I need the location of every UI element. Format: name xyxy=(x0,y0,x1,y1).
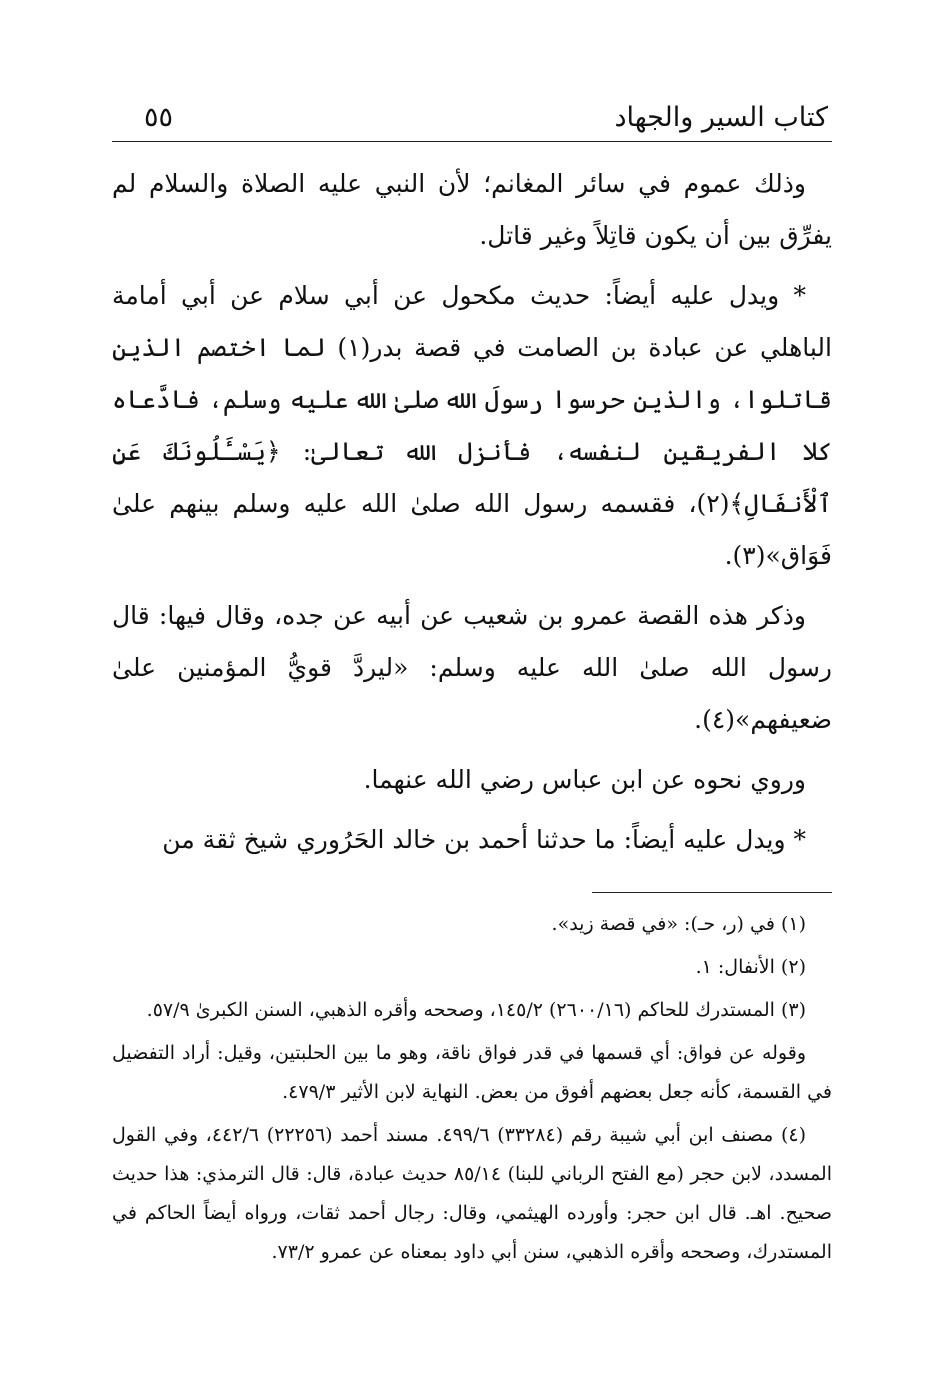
paragraph-4: وروي نحوه عن ابن عباس رضي الله عنهما. xyxy=(363,765,806,794)
paragraph-1: وذلك عموم في سائر المغانم؛ لأن النبي عليه الصلاة والسلام لم يفرِّق بين أن يكون قاتِلاً وغير قاتل. xyxy=(112,169,832,250)
page-number: ٥٥ xyxy=(144,102,174,133)
book-page xyxy=(112,90,832,1276)
main-text xyxy=(112,158,832,866)
footnote-3-note: وقوله عن فواق: أي قسمها في قدر فواق ناقة، وهو ما بين الحلبتين، وقيل: أراد التفضيل في القسمة، كأنه جعل بعضهم أفوق من بعض. النهاية لابن الأثير ٤٧٩/٣. xyxy=(112,1042,832,1103)
footnotes xyxy=(112,905,832,1272)
footnote-4: (٤) مصنف ابن أبي شيبة رقم (٣٣٢٨٤) ٤٩٩/٦. مسند أحمد (٢٢٢٥٦) ٤٤٢/٦، وفي القول المسدد، لابن حجر (مع الفتح الرباني للبنا) ٨٥/١٤ حديث عبادة، قال: قال الترمذي: هذا حديث صحيح. اهـ. قال ابن حجر: وأورده الهيثمي، وقال: رجال أحمد ثقات، ورواه أيضاً الحاكم في المستدرك، وصححه وأقره الذهبي، سنن أبي داود بمعناه عن عمرو ٧٣/٢. xyxy=(112,1124,833,1263)
running-header xyxy=(112,90,832,142)
footnote-3: (٣) المستدرك للحاكم (٢٦٠٠/١٦) ١٤٥/٢، وصححه وأقره الذهبي، السنن الكبرىٰ ٥٧/٩. xyxy=(146,999,806,1021)
footnote-1: (١) في (ر، حـ): «في قصة زيد». xyxy=(551,913,806,935)
header-title: كتاب السير والجهاد xyxy=(614,102,828,133)
paragraph-3: وذكر هذه القصة عمرو بن شعيب عن أبيه عن جده، وقال فيها: قال رسول الله صلىٰ الله عليه وسلم: «ليردَّ قويُّ المؤمنين علىٰ ضعيفهم»(٤). xyxy=(112,601,832,734)
paragraph-5: * ويدل عليه أيضاً: ما حدثنا أحمد بن خالد الحَرُوري شيخ ثقة من xyxy=(162,825,806,854)
paragraph-2: * ويدل عليه أيضاً: حديث مكحول عن أبي سلام عن أبي أمامة الباهلي عن عبادة بن الصامت في قصة بدر(١) لما اختصم الذين قاتلوا، والذين حرسوا رسولَ الله صلىٰ الله عليه وسلم، فادَّعاه كلا الفريقين لنفسه، فأنزل الله تعالىٰ: ﴿يَسْـَٔلُونَكَ عَنِ ٱلْأَنفَالِ﴾(٢)، فقسمه رسول الله صلىٰ الله عليه وسلم بينهم علىٰ فَوَاق»(٣). xyxy=(112,281,832,570)
footnote-divider xyxy=(592,892,832,893)
footnote-2: (٢) الأنفال: ١. xyxy=(695,956,806,978)
